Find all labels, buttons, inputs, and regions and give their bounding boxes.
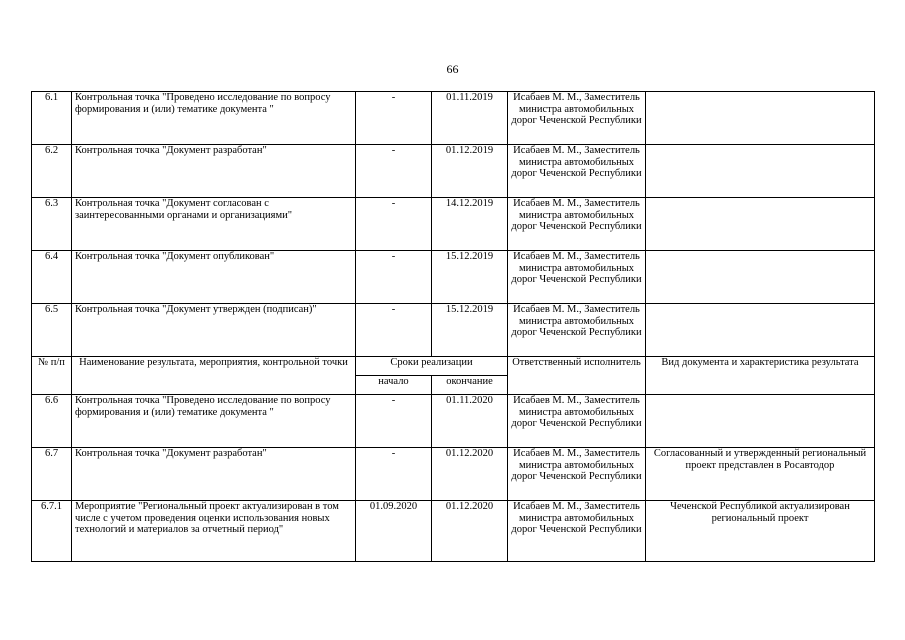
table-header bbox=[32, 357, 875, 395]
row-end-date: 01.11.2020 bbox=[432, 395, 508, 448]
row-start-date: - bbox=[356, 448, 432, 501]
row-responsible: Исабаев М. М., Заместитель министра автомобильных дорог Чеченской Республики bbox=[508, 448, 646, 501]
row-end-date: 15.12.2019 bbox=[432, 251, 508, 304]
row-start-date: 01.09.2020 bbox=[356, 501, 432, 562]
row-start-date: - bbox=[356, 251, 432, 304]
row-start-date: - bbox=[356, 395, 432, 448]
table-row bbox=[32, 92, 875, 145]
row-start-date: - bbox=[356, 145, 432, 198]
row-name: Контрольная точка "Документ разработан" bbox=[72, 448, 356, 501]
row-start-date: - bbox=[356, 92, 432, 145]
row-responsible: Исабаев М. М., Заместитель министра автомобильных дорог Чеченской Республики bbox=[508, 304, 646, 357]
table-row bbox=[32, 395, 875, 448]
schedule-table bbox=[31, 91, 875, 562]
row-responsible: Исабаев М. М., Заместитель министра автомобильных дорог Чеченской Республики bbox=[508, 92, 646, 145]
row-doc-type bbox=[646, 198, 875, 251]
row-doc-type bbox=[646, 251, 875, 304]
table-row bbox=[32, 251, 875, 304]
row-number: 6.6 bbox=[32, 395, 72, 448]
table-row bbox=[32, 448, 875, 501]
row-number: 6.7 bbox=[32, 448, 72, 501]
row-doc-type: Согласованный и утвержденный региональный проект представлен в Росавтодор bbox=[646, 448, 875, 501]
header-name: Наименование результата, мероприятия, контрольной точки bbox=[72, 357, 356, 395]
row-end-date: 01.12.2020 bbox=[432, 448, 508, 501]
table-body-bottom bbox=[32, 395, 875, 562]
row-start-date: - bbox=[356, 304, 432, 357]
row-number: 6.2 bbox=[32, 145, 72, 198]
row-name: Контрольная точка "Документ согласован с заинтересованными органами и организациями" bbox=[72, 198, 356, 251]
row-name: Контрольная точка "Документ опубликован" bbox=[72, 251, 356, 304]
row-responsible: Исабаев М. М., Заместитель министра автомобильных дорог Чеченской Республики bbox=[508, 501, 646, 562]
row-responsible: Исабаев М. М., Заместитель министра автомобильных дорог Чеченской Республики bbox=[508, 395, 646, 448]
row-doc-type bbox=[646, 145, 875, 198]
table-body-top bbox=[32, 92, 875, 357]
row-number: 6.4 bbox=[32, 251, 72, 304]
table-row bbox=[32, 145, 875, 198]
row-end-date: 14.12.2019 bbox=[432, 198, 508, 251]
header-responsible: Ответственный исполнитель bbox=[508, 357, 646, 395]
row-end-date: 01.12.2019 bbox=[432, 145, 508, 198]
header-end: окончание bbox=[432, 376, 508, 395]
row-number: 6.1 bbox=[32, 92, 72, 145]
row-name: Контрольная точка "Проведено исследование по вопросу формирования и (или) тематике документа " bbox=[72, 395, 356, 448]
row-doc-type bbox=[646, 304, 875, 357]
row-responsible: Исабаев М. М., Заместитель министра автомобильных дорог Чеченской Республики bbox=[508, 145, 646, 198]
row-name: Мероприятие "Региональный проект актуализирован в том числе с учетом проведения оценки использования новых технологий и материалов за отчетный период" bbox=[72, 501, 356, 562]
row-doc-type bbox=[646, 92, 875, 145]
row-name: Контрольная точка "Документ утвержден (подписан)" bbox=[72, 304, 356, 357]
row-end-date: 01.11.2019 bbox=[432, 92, 508, 145]
row-start-date: - bbox=[356, 198, 432, 251]
header-doc-type: Вид документа и характеристика результата bbox=[646, 357, 875, 395]
row-name: Контрольная точка "Документ разработан" bbox=[72, 145, 356, 198]
row-name: Контрольная точка "Проведено исследование по вопросу формирования и (или) тематике документа " bbox=[72, 92, 356, 145]
row-end-date: 15.12.2019 bbox=[432, 304, 508, 357]
row-number: 6.3 bbox=[32, 198, 72, 251]
row-responsible: Исабаев М. М., Заместитель министра автомобильных дорог Чеченской Республики bbox=[508, 251, 646, 304]
header-num: № п/п bbox=[32, 357, 72, 395]
table-row bbox=[32, 198, 875, 251]
table-row bbox=[32, 304, 875, 357]
row-doc-type: Чеченской Республикой актуализирован региональный проект bbox=[646, 501, 875, 562]
header-terms: Сроки реализации bbox=[356, 357, 508, 376]
row-responsible: Исабаев М. М., Заместитель министра автомобильных дорог Чеченской Республики bbox=[508, 198, 646, 251]
row-number: 6.5 bbox=[32, 304, 72, 357]
page-number: 66 bbox=[446, 62, 459, 76]
table-row bbox=[32, 501, 875, 562]
row-number: 6.7.1 bbox=[32, 501, 72, 562]
row-doc-type bbox=[646, 395, 875, 448]
row-end-date: 01.12.2020 bbox=[432, 501, 508, 562]
header-start: начало bbox=[356, 376, 432, 395]
